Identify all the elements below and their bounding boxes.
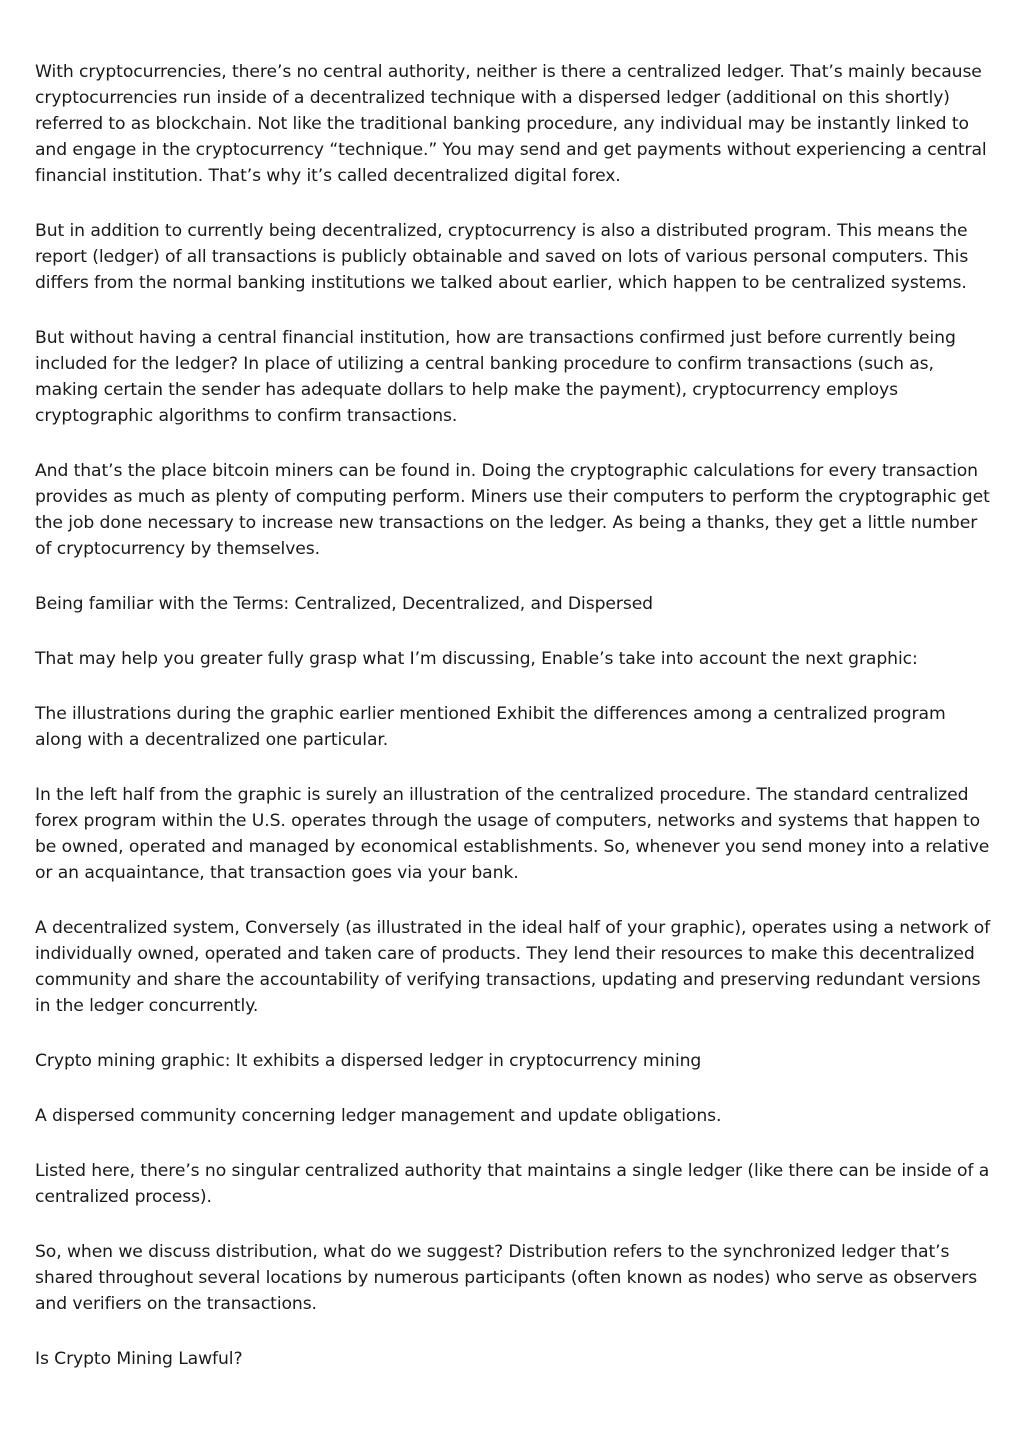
section-heading-lawful: Is Crypto Mining Lawful? (35, 1349, 243, 1369)
paragraph-bitcoin-miners: And that’s the place bitcoin miners can be found in. Doing the cryptographic calculations for every transaction provides as much as plenty of computing perform. Miners use their computers to perform the cryptographic get the job done necessary to increase new transactions on the ledger. As being a thanks, they get a little number of cryptocurrency by themselves. (35, 461, 990, 559)
paragraph-illustrations: The illustrations during the graphic earlier mentioned Exhibit the differences among a centralized program along with a decentralized one particular. (35, 704, 946, 750)
graphic-caption: Crypto mining graphic: It exhibits a dispersed ledger in cryptocurrency mining (35, 1051, 702, 1071)
paragraph-centralized-system: In the left half from the graphic is surely an illustration of the centralized procedure. The standard centralized forex program within the U.S. operates through the usage of computers, networks and systems that happen to be owned, operated and managed by economical establishments. So, whenever you send money into a relative or an acquaintance, that transaction goes via your bank. (35, 785, 990, 883)
paragraph-blockchain-intro: With cryptocurrencies, there’s no central authority, neither is there a centralized ledger. That’s mainly because cryptocurrencies run inside of a decentralized technique with a dispersed ledger (additional on this shortly) referred to as blockchain. Not like the traditional banking procedure, any individual may be instantly linked to and engage in the cryptocurrency “technique.” You may send and get payments without experiencing a central financial institution. That’s why it’s called decentralized digital forex. (35, 62, 987, 186)
paragraph-decentralized-system: A decentralized system, Conversely (as illustrated in the ideal half of your graphic), operates using a network of individually owned, operated and taken care of products. They lend their resources to make this decentralized community and share the accountability of verifying transactions, updating and preserving redundant versions in the ledger concurrently. (35, 918, 991, 1016)
paragraph-transaction-confirmation: But without having a central financial institution, how are transactions confirmed just before currently being included for the ledger? In place of utilizing a central banking procedure to confirm transactions (such as, making certain the sender has adequate dollars to help make the payment), cryptocurrency employs cryptographic algorithms to confirm transactions. (35, 328, 956, 426)
document-body (35, 59, 995, 1401)
paragraph-dispersed-community: A dispersed community concerning ledger management and update obligations. (35, 1106, 722, 1126)
paragraph-distribution: So, when we discuss distribution, what do we suggest? Distribution refers to the synchronized ledger that’s shared throughout several locations by numerous participants (often known as nodes) who serve as observers and verifiers on the transactions. (35, 1242, 978, 1314)
paragraph-distributed-program: But in addition to currently being decentralized, cryptocurrency is also a distributed program. This means the report (ledger) of all transactions is publicly obtainable and saved on lots of various personal computers. This differs from the normal banking institutions we talked about earlier, which happen to be centralized systems. (35, 221, 969, 293)
paragraph-no-central-authority: Listed here, there’s no singular centralized authority that maintains a single ledger (like there can be inside of a centralized process). (35, 1161, 990, 1207)
paragraph-graphic-intro: That may help you greater fully grasp what I’m discussing, Enable’s take into account the next graphic: (35, 649, 918, 669)
section-heading-terms: Being familiar with the Terms: Centralized, Decentralized, and Dispersed (35, 594, 653, 614)
